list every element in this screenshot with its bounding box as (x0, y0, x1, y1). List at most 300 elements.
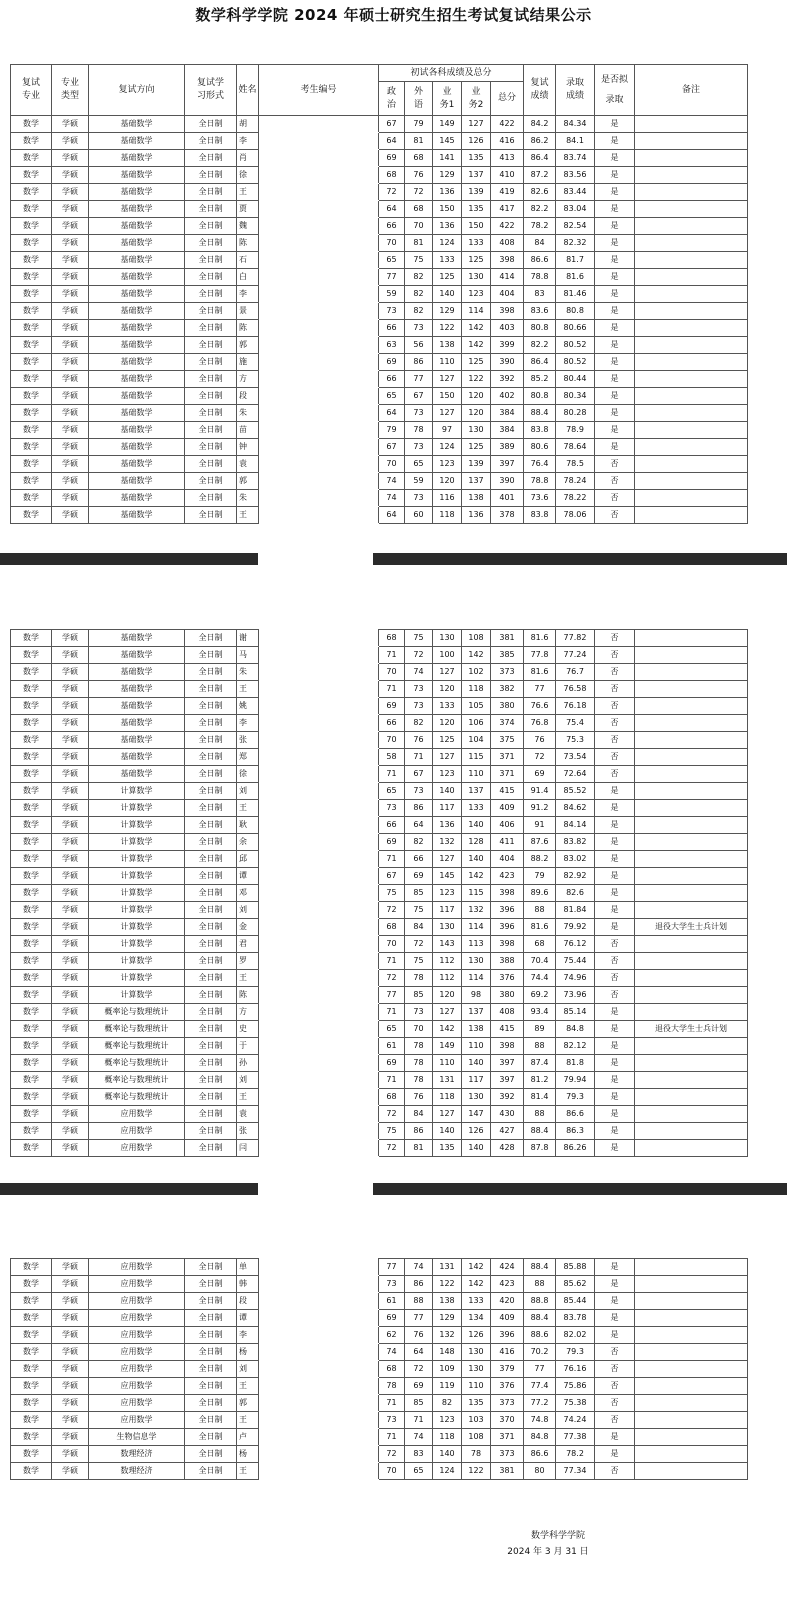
cell-type: 学硕 (52, 286, 89, 303)
cell-exam-id-redacted (259, 1140, 379, 1157)
cell-politics: 71 (379, 1429, 405, 1446)
cell-exam-id-redacted (259, 1123, 379, 1140)
cell-mode: 全日制 (185, 1463, 237, 1480)
cell-proposed: 是 (595, 218, 635, 235)
cell-admission-score: 84.34 (556, 116, 595, 133)
cell-name: 史 (237, 1021, 259, 1038)
cell-foreign: 78 (405, 422, 433, 439)
table-row (11, 473, 748, 490)
cell-course2: 120 (462, 388, 491, 405)
table-row (11, 834, 748, 851)
cell-course1: 141 (433, 150, 462, 167)
cell-direction: 基础数学 (89, 681, 185, 698)
cell-politics: 73 (379, 1412, 405, 1429)
cell-proposed: 是 (595, 1140, 635, 1157)
cell-direction: 基础数学 (89, 422, 185, 439)
cell-course2: 150 (462, 218, 491, 235)
cell-course1: 138 (433, 1293, 462, 1310)
cell-admission-score: 79.94 (556, 1072, 595, 1089)
cell-mode: 全日制 (185, 422, 237, 439)
cell-politics: 62 (379, 1327, 405, 1344)
cell-foreign: 73 (405, 681, 433, 698)
cell-proposed: 是 (595, 1310, 635, 1327)
cell-name: 王 (237, 1463, 259, 1480)
cell-admission-score: 85.14 (556, 1004, 595, 1021)
cell-remark (635, 766, 748, 783)
cell-name: 刘 (237, 1361, 259, 1378)
cell-total: 396 (491, 902, 524, 919)
cell-foreign: 88 (405, 1293, 433, 1310)
cell-name: 刘 (237, 902, 259, 919)
cell-course1: 143 (433, 936, 462, 953)
cell-type: 学硕 (52, 1021, 89, 1038)
cell-admission-score: 79.3 (556, 1089, 595, 1106)
cell-name: 谭 (237, 1310, 259, 1327)
cell-retest: 82.2 (524, 337, 556, 354)
cell-retest: 74.4 (524, 970, 556, 987)
header-foreign: 外 语 (405, 82, 433, 116)
cell-politics: 72 (379, 184, 405, 201)
cell-direction: 计算数学 (89, 953, 185, 970)
cell-type: 学硕 (52, 970, 89, 987)
cell-exam-id-redacted (259, 1446, 379, 1463)
table-row (11, 337, 748, 354)
cell-retest: 80 (524, 1463, 556, 1480)
cell-name: 邓 (237, 885, 259, 902)
cell-name: 方 (237, 371, 259, 388)
cell-admission-score: 83.56 (556, 167, 595, 184)
cell-mode: 全日制 (185, 1021, 237, 1038)
cell-remark (635, 1038, 748, 1055)
cell-proposed: 是 (595, 1004, 635, 1021)
cell-proposed: 否 (595, 507, 635, 524)
cell-type: 学硕 (52, 766, 89, 783)
cell-foreign: 68 (405, 201, 433, 218)
cell-major: 数学 (11, 286, 52, 303)
cell-exam-id-redacted (259, 1259, 379, 1276)
cell-remark (635, 630, 748, 647)
cell-remark (635, 1004, 748, 1021)
cell-course2: 114 (462, 303, 491, 320)
header-remark: 备注 (635, 65, 748, 116)
cell-course2: 126 (462, 1123, 491, 1140)
cell-name: 闫 (237, 1140, 259, 1157)
cell-direction: 应用数学 (89, 1310, 185, 1327)
table-row (11, 1140, 748, 1157)
cell-direction: 应用数学 (89, 1412, 185, 1429)
cell-politics: 75 (379, 1123, 405, 1140)
cell-type: 学硕 (52, 1276, 89, 1293)
cell-type: 学硕 (52, 303, 89, 320)
table-row (11, 1055, 748, 1072)
cell-retest: 88 (524, 1038, 556, 1055)
cell-direction: 应用数学 (89, 1123, 185, 1140)
cell-direction: 概率论与数理统计 (89, 1055, 185, 1072)
cell-major: 数学 (11, 1072, 52, 1089)
cell-direction: 基础数学 (89, 303, 185, 320)
cell-major: 数学 (11, 664, 52, 681)
cell-major: 数学 (11, 1123, 52, 1140)
cell-retest: 76.6 (524, 698, 556, 715)
cell-proposed: 是 (595, 1072, 635, 1089)
cell-foreign: 78 (405, 1038, 433, 1055)
cell-admission-score: 82.32 (556, 235, 595, 252)
cell-mode: 全日制 (185, 371, 237, 388)
cell-exam-id-redacted (259, 953, 379, 970)
cell-remark (635, 970, 748, 987)
cell-mode: 全日制 (185, 1004, 237, 1021)
cell-course1: 97 (433, 422, 462, 439)
cell-name: 王 (237, 800, 259, 817)
table-row (11, 766, 748, 783)
cell-politics: 72 (379, 1446, 405, 1463)
cell-foreign: 75 (405, 630, 433, 647)
cell-foreign: 72 (405, 184, 433, 201)
cell-course1: 129 (433, 1310, 462, 1327)
cell-major: 数学 (11, 936, 52, 953)
cell-name: 王 (237, 184, 259, 201)
cell-foreign: 73 (405, 405, 433, 422)
cell-exam-id-redacted (259, 800, 379, 817)
cell-proposed: 否 (595, 1395, 635, 1412)
cell-retest: 82.6 (524, 184, 556, 201)
cell-remark (635, 218, 748, 235)
cell-exam-id-redacted (259, 150, 379, 167)
cell-foreign: 82 (405, 286, 433, 303)
header-scores-group: 初试各科成绩及总分 (379, 65, 524, 82)
cell-proposed: 是 (595, 834, 635, 851)
cell-proposed: 否 (595, 1412, 635, 1429)
cell-retest: 76.8 (524, 715, 556, 732)
table-row (11, 405, 748, 422)
cell-mode: 全日制 (185, 1123, 237, 1140)
cell-admission-score: 80.34 (556, 388, 595, 405)
cell-politics: 74 (379, 490, 405, 507)
cell-remark (635, 681, 748, 698)
cell-total: 404 (491, 851, 524, 868)
cell-retest: 88.4 (524, 405, 556, 422)
cell-retest: 72 (524, 749, 556, 766)
cell-type: 学硕 (52, 1055, 89, 1072)
cell-foreign: 82 (405, 303, 433, 320)
page-divider (0, 1183, 258, 1195)
cell-remark (635, 286, 748, 303)
cell-exam-id-redacted (259, 422, 379, 439)
table-row (11, 201, 748, 218)
cell-course1: 136 (433, 218, 462, 235)
cell-course1: 125 (433, 732, 462, 749)
cell-type: 学硕 (52, 630, 89, 647)
cell-name: 卢 (237, 1429, 259, 1446)
table-row (11, 1344, 748, 1361)
cell-major: 数学 (11, 1293, 52, 1310)
cell-politics: 71 (379, 851, 405, 868)
cell-retest: 68 (524, 936, 556, 953)
table-row (11, 970, 748, 987)
cell-total: 408 (491, 1004, 524, 1021)
table-row (11, 371, 748, 388)
cell-major: 数学 (11, 749, 52, 766)
cell-foreign: 70 (405, 218, 433, 235)
cell-course2: 102 (462, 664, 491, 681)
cell-mode: 全日制 (185, 953, 237, 970)
cell-remark (635, 473, 748, 490)
cell-remark (635, 800, 748, 817)
cell-course1: 117 (433, 800, 462, 817)
cell-remark (635, 1072, 748, 1089)
cell-exam-id-redacted (259, 936, 379, 953)
cell-course1: 120 (433, 681, 462, 698)
cell-name: 孙 (237, 1055, 259, 1072)
cell-proposed: 否 (595, 987, 635, 1004)
cell-remark (635, 647, 748, 664)
cell-course2: 130 (462, 953, 491, 970)
cell-foreign: 64 (405, 817, 433, 834)
cell-major: 数学 (11, 851, 52, 868)
cell-retest: 88.8 (524, 1293, 556, 1310)
table-row (11, 507, 748, 524)
cell-retest: 80.6 (524, 439, 556, 456)
cell-type: 学硕 (52, 201, 89, 218)
cell-proposed: 是 (595, 337, 635, 354)
cell-remark (635, 1310, 748, 1327)
cell-politics: 68 (379, 1089, 405, 1106)
cell-course1: 127 (433, 1004, 462, 1021)
cell-major: 数学 (11, 902, 52, 919)
cell-major: 数学 (11, 732, 52, 749)
cell-foreign: 75 (405, 252, 433, 269)
cell-total: 390 (491, 354, 524, 371)
cell-course1: 122 (433, 1276, 462, 1293)
cell-foreign: 78 (405, 970, 433, 987)
cell-direction: 概率论与数理统计 (89, 1004, 185, 1021)
cell-mode: 全日制 (185, 252, 237, 269)
cell-total: 398 (491, 885, 524, 902)
cell-major: 数学 (11, 354, 52, 371)
cell-total: 380 (491, 987, 524, 1004)
cell-direction: 基础数学 (89, 647, 185, 664)
cell-course1: 127 (433, 749, 462, 766)
table-row (11, 1378, 748, 1395)
cell-course2: 125 (462, 439, 491, 456)
cell-admission-score: 80.44 (556, 371, 595, 388)
cell-mode: 全日制 (185, 150, 237, 167)
cell-course2: 110 (462, 766, 491, 783)
cell-course2: 138 (462, 490, 491, 507)
cell-proposed: 否 (595, 473, 635, 490)
cell-remark (635, 235, 748, 252)
header-admission-score: 录取 成绩 (556, 65, 595, 116)
cell-retest: 83.6 (524, 303, 556, 320)
cell-exam-id-redacted (259, 439, 379, 456)
cell-proposed: 否 (595, 698, 635, 715)
cell-admission-score: 82.92 (556, 868, 595, 885)
cell-mode: 全日制 (185, 868, 237, 885)
cell-proposed: 是 (595, 851, 635, 868)
page-divider (373, 553, 787, 565)
cell-total: 376 (491, 1378, 524, 1395)
cell-major: 数学 (11, 970, 52, 987)
cell-total: 422 (491, 116, 524, 133)
cell-course1: 136 (433, 184, 462, 201)
cell-retest: 81.2 (524, 1072, 556, 1089)
cell-proposed: 是 (595, 885, 635, 902)
cell-exam-id-redacted (259, 783, 379, 800)
cell-course2: 142 (462, 1259, 491, 1276)
cell-exam-id-redacted (259, 919, 379, 936)
cell-admission-score: 86.3 (556, 1123, 595, 1140)
cell-foreign: 70 (405, 1021, 433, 1038)
cell-major: 数学 (11, 269, 52, 286)
cell-remark (635, 851, 748, 868)
cell-proposed: 否 (595, 456, 635, 473)
cell-course1: 110 (433, 354, 462, 371)
cell-direction: 应用数学 (89, 1361, 185, 1378)
cell-major: 数学 (11, 1446, 52, 1463)
header-politics: 政 治 (379, 82, 405, 116)
cell-exam-id-redacted (259, 1021, 379, 1038)
cell-direction: 基础数学 (89, 698, 185, 715)
cell-politics: 77 (379, 987, 405, 1004)
cell-major: 数学 (11, 1327, 52, 1344)
cell-remark (635, 1344, 748, 1361)
cell-name: 余 (237, 834, 259, 851)
cell-retest: 81.4 (524, 1089, 556, 1106)
cell-type: 学硕 (52, 715, 89, 732)
cell-proposed: 否 (595, 1344, 635, 1361)
cell-exam-id-redacted (259, 1429, 379, 1446)
cell-foreign: 65 (405, 1463, 433, 1480)
cell-mode: 全日制 (185, 1089, 237, 1106)
cell-remark (635, 698, 748, 715)
cell-admission-score: 84.1 (556, 133, 595, 150)
cell-remark (635, 1412, 748, 1429)
cell-name: 郭 (237, 473, 259, 490)
cell-major: 数学 (11, 987, 52, 1004)
cell-politics: 75 (379, 885, 405, 902)
cell-name: 王 (237, 1412, 259, 1429)
cell-retest: 73.6 (524, 490, 556, 507)
cell-politics: 61 (379, 1293, 405, 1310)
cell-mode: 全日制 (185, 201, 237, 218)
cell-exam-id-redacted (259, 371, 379, 388)
cell-exam-id-redacted (259, 405, 379, 422)
cell-name: 张 (237, 1123, 259, 1140)
cell-retest: 80.8 (524, 320, 556, 337)
cell-course2: 108 (462, 630, 491, 647)
table-row (11, 1429, 748, 1446)
cell-mode: 全日制 (185, 698, 237, 715)
cell-exam-id-redacted (259, 1378, 379, 1395)
footer-date: 2024 年 3 月 31 日 (507, 1547, 589, 1557)
cell-type: 学硕 (52, 1361, 89, 1378)
table-row (11, 885, 748, 902)
cell-course2: 118 (462, 681, 491, 698)
cell-remark (635, 439, 748, 456)
cell-mode: 全日制 (185, 286, 237, 303)
cell-course2: 125 (462, 354, 491, 371)
cell-course2: 115 (462, 885, 491, 902)
cell-mode: 全日制 (185, 902, 237, 919)
cell-mode: 全日制 (185, 1293, 237, 1310)
cell-mode: 全日制 (185, 1378, 237, 1395)
cell-politics: 70 (379, 664, 405, 681)
cell-foreign: 74 (405, 1429, 433, 1446)
cell-mode: 全日制 (185, 1140, 237, 1157)
page-divider (0, 553, 258, 565)
table-row (11, 167, 748, 184)
cell-course2: 117 (462, 1072, 491, 1089)
cell-course1: 127 (433, 371, 462, 388)
cell-total: 404 (491, 286, 524, 303)
cell-course1: 123 (433, 885, 462, 902)
cell-major: 数学 (11, 201, 52, 218)
table-row (11, 1021, 748, 1038)
cell-total: 371 (491, 766, 524, 783)
cell-remark (635, 834, 748, 851)
cell-total: 415 (491, 1021, 524, 1038)
cell-politics: 64 (379, 405, 405, 422)
cell-mode: 全日制 (185, 817, 237, 834)
cell-course2: 132 (462, 902, 491, 919)
cell-proposed: 是 (595, 235, 635, 252)
cell-exam-id-redacted (259, 1038, 379, 1055)
cell-total: 396 (491, 1327, 524, 1344)
cell-retest: 81.6 (524, 630, 556, 647)
cell-course2: 130 (462, 422, 491, 439)
cell-type: 学硕 (52, 116, 89, 133)
cell-course2: 142 (462, 320, 491, 337)
cell-name: 李 (237, 133, 259, 150)
table-row (11, 1089, 748, 1106)
cell-course1: 129 (433, 303, 462, 320)
cell-politics: 78 (379, 1378, 405, 1395)
cell-admission-score: 80.8 (556, 303, 595, 320)
cell-total: 423 (491, 868, 524, 885)
page-title: 数学科学学院 2024 年硕士研究生招生考试复试结果公示 (195, 6, 592, 24)
cell-politics: 72 (379, 1106, 405, 1123)
table-row (11, 1038, 748, 1055)
cell-exam-id-redacted (259, 766, 379, 783)
cell-type: 学硕 (52, 1259, 89, 1276)
cell-course2: 137 (462, 783, 491, 800)
cell-total: 422 (491, 218, 524, 235)
cell-exam-id-redacted (259, 1463, 379, 1480)
cell-remark: 退役大学生士兵计划 (635, 919, 748, 936)
cell-name: 郭 (237, 337, 259, 354)
cell-remark (635, 150, 748, 167)
cell-name: 方 (237, 1004, 259, 1021)
cell-total: 430 (491, 1106, 524, 1123)
table-row (11, 647, 748, 664)
cell-direction: 基础数学 (89, 133, 185, 150)
cell-admission-score: 76.58 (556, 681, 595, 698)
cell-retest: 88 (524, 902, 556, 919)
cell-admission-score: 81.84 (556, 902, 595, 919)
cell-proposed: 是 (595, 1259, 635, 1276)
cell-foreign: 76 (405, 167, 433, 184)
cell-admission-score: 80.28 (556, 405, 595, 422)
cell-exam-id-redacted (259, 133, 379, 150)
cell-admission-score: 83.78 (556, 1310, 595, 1327)
cell-admission-score: 83.74 (556, 150, 595, 167)
cell-type: 学硕 (52, 1072, 89, 1089)
cell-course2: 137 (462, 473, 491, 490)
cell-remark: 退役大学生士兵计划 (635, 1021, 748, 1038)
cell-politics: 70 (379, 456, 405, 473)
cell-name: 杨 (237, 1446, 259, 1463)
cell-total: 373 (491, 1446, 524, 1463)
